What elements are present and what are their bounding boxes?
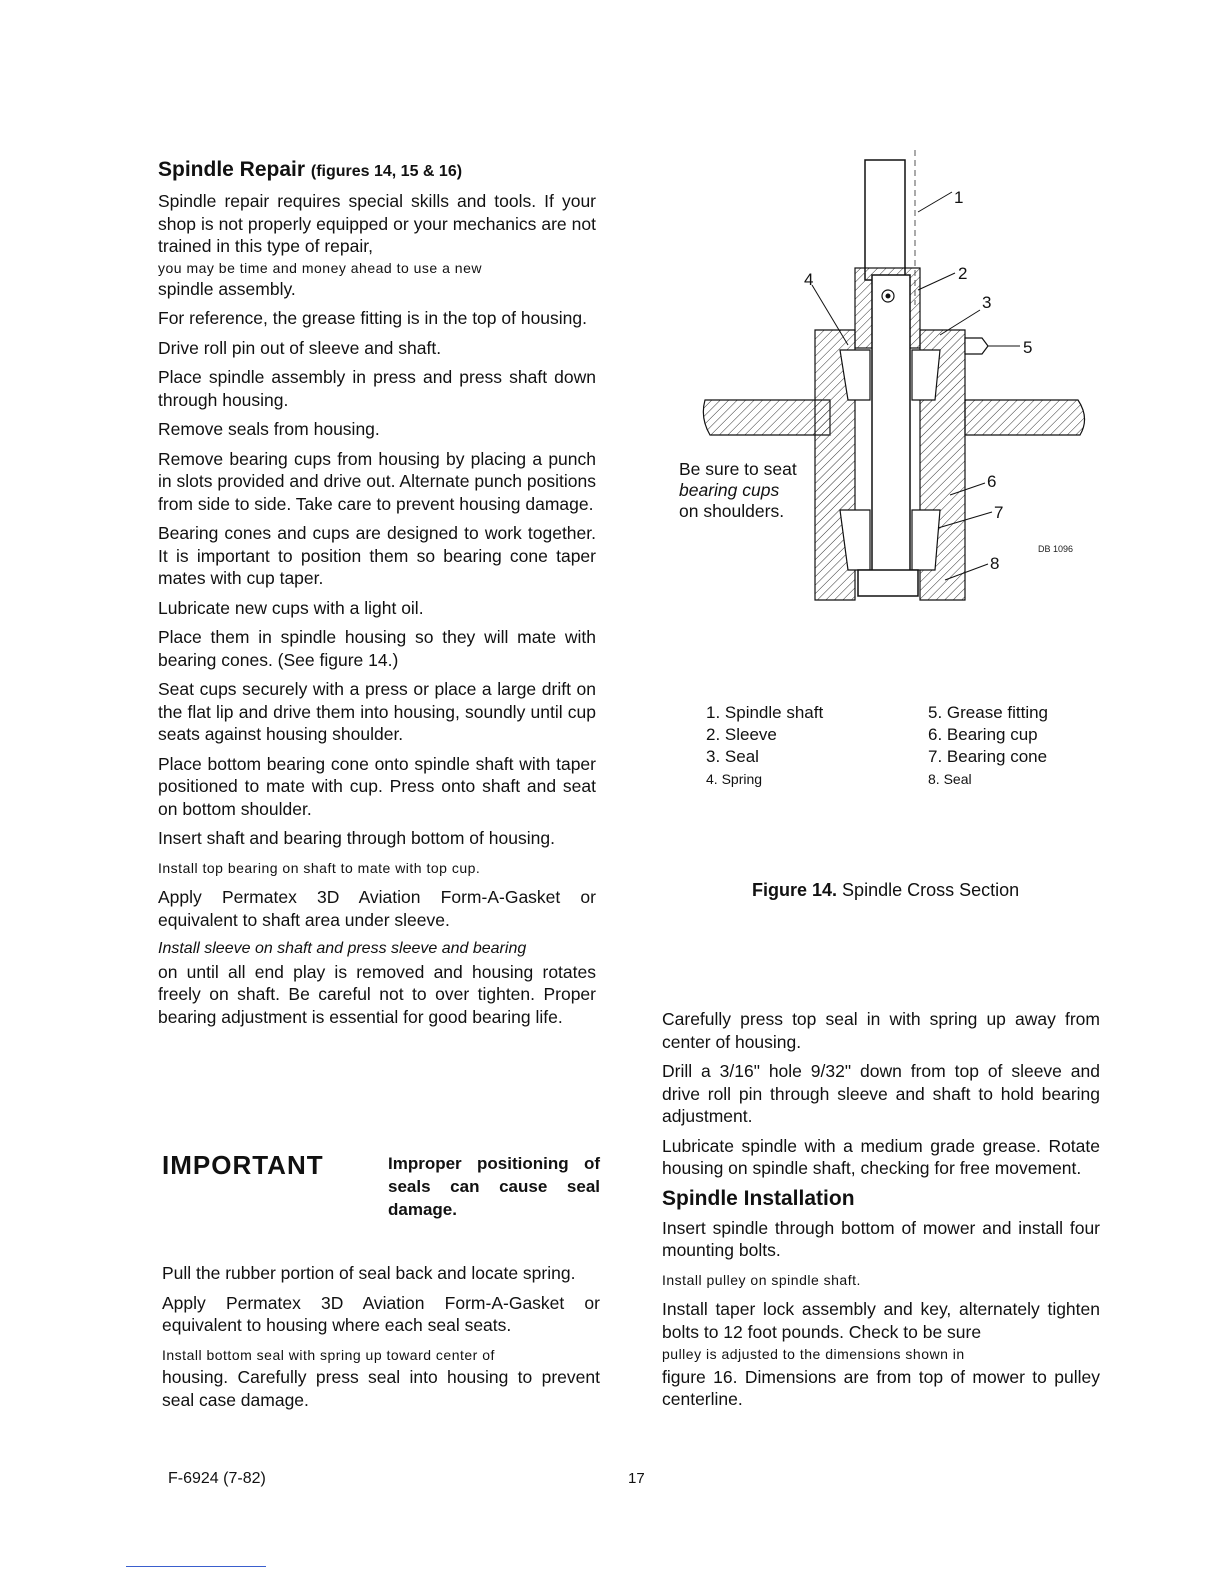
note-line: on shoulders. [679, 501, 785, 521]
callout-4: 4 [804, 270, 814, 289]
paragraph: Apply Permatex 3D Aviation Form-A-Gasket or equivalent to shaft area under sleeve. [158, 887, 596, 930]
bottom-bearing-right [912, 510, 940, 570]
caption-text: Spindle Cross Section [842, 880, 1020, 900]
housing-flange-right [965, 400, 1085, 435]
note-line: bearing cups [679, 480, 780, 500]
figure-legend-right [928, 702, 1048, 790]
paragraph: Lubricate spindle with a medium grade grease. Rotate housing on spindle shaft, checking for free movement. [662, 1135, 1100, 1178]
bottom-rule [126, 1566, 266, 1567]
callout-2: 2 [958, 264, 968, 283]
legend-item: 7. Bearing cone [928, 747, 1048, 766]
legend-item: 8. Seal [928, 771, 972, 787]
figure-legend-left [706, 702, 823, 790]
paragraph: Pull the rubber portion of seal back and locate spring. [162, 1263, 576, 1283]
leader-1 [918, 192, 952, 212]
paragraph: Install sleeve on shaft and press sleeve and bearing [158, 940, 527, 957]
paragraph: Remove bearing cups from housing by placing a punch in slots provided and drive out. Alternate punch positions from side to side. Take care to prevent housing damage. [158, 448, 596, 514]
legend-item: 4. Spring [706, 771, 763, 787]
paragraph: Carefully press top seal in with spring up away from center of housing. [662, 1009, 1100, 1052]
paragraph: Install top bearing on shaft to mate with top cup. [158, 859, 481, 876]
callout-3: 3 [982, 293, 992, 312]
form-number: F-6924 (7-82) [168, 1470, 266, 1487]
paragraph: Apply Permatex 3D Aviation Form-A-Gasket or equivalent to housing where each seal seats. [162, 1292, 600, 1335]
paragraph: Seat cups securely with a press or place a large drift on the flat lip and drive them into housing, soundly until cup seats against housing shoulder. [158, 679, 596, 744]
grease-fitting [965, 338, 988, 354]
heading-text: Spindle Repair [158, 158, 306, 181]
important-label: IMPORTANT [162, 1150, 324, 1180]
roll-pin [886, 294, 891, 299]
paragraph: Place bottom bearing cone onto spindle shaft with taper positioned to mate with cup. Press onto shaft and seat on bottom shoulder. [158, 753, 596, 819]
section-heading-spindle-installation: Spindle Installation [662, 1186, 855, 1210]
left-bottom-body [162, 1262, 600, 1418]
spindle-cross-section-diagram [690, 150, 1100, 610]
note-line: Be sure to seat [679, 459, 797, 479]
housing-flange-left [703, 400, 830, 435]
top-bearing-right [912, 350, 940, 400]
paragraph: Install taper lock assembly and key, alternately tighten bolts to 12 foot pounds. Check to be sure [662, 1299, 1100, 1342]
page-number: 17 [628, 1470, 645, 1487]
legend-item: 3. Seal [706, 747, 759, 766]
paragraph: pulley is adjusted to the dimensions shown in [662, 1346, 965, 1362]
paragraph: Remove seals from housing. [158, 419, 380, 439]
spindle-shaft-top [865, 160, 905, 280]
paragraph: For reference, the grease fitting is in the top of housing. [158, 308, 587, 328]
paragraph: Drive roll pin out of sleeve and shaft. [158, 337, 442, 358]
paragraph: Install bottom seal with spring up toward center of [162, 1346, 495, 1363]
paragraph: spindle assembly. [158, 278, 296, 299]
paragraph: Insert shaft and bearing through bottom of housing. [158, 828, 555, 848]
paragraph: you may be time and money ahead to use a new [158, 259, 482, 276]
heading-figure-ref: (figures 14, 15 & 16) [310, 163, 463, 180]
important-text: Improper positioning of seals can cause seal damage. [388, 1154, 600, 1219]
caption-label: Figure 14. [752, 880, 838, 900]
diagram-note [679, 459, 797, 522]
paragraph: figure 16. Dimensions are from top of mower to pulley centerline. [662, 1366, 1100, 1409]
legend-item: 1. Spindle shaft [706, 703, 824, 722]
callout-1: 1 [954, 188, 964, 207]
figure-caption [752, 880, 1019, 901]
callout-7: 7 [994, 503, 1004, 522]
legend-item: 2. Sleeve [706, 725, 777, 744]
callout-6: 6 [987, 472, 997, 491]
right-column-body [662, 1008, 1100, 1418]
spindle-shaft-body [872, 275, 910, 595]
section-heading-spindle-repair [158, 158, 462, 182]
legend-item: 5. Grease fitting [928, 703, 1049, 722]
paragraph: Install pulley on spindle shaft. [662, 1271, 861, 1288]
shaft-bottom-shoulder [858, 570, 918, 596]
paragraph: Place them in spindle housing so they will mate with bearing cones. (See figure 14.) [158, 627, 596, 670]
drawing-code: DB 1096 [1038, 544, 1074, 554]
left-column-body [158, 190, 596, 1035]
paragraph: Lubricate new cups with a light oil. [158, 597, 424, 618]
paragraph: Insert spindle through bottom of mower and install four mounting bolts. [662, 1217, 1100, 1260]
callout-8: 8 [990, 554, 1000, 573]
leader-2 [918, 273, 955, 290]
paragraph: on until all end play is removed and housing rotates freely on shaft. Be careful not to over tighten. Proper bearing adjustment is essential for good bearing life. [158, 961, 596, 1027]
paragraph: Drill a 3/16" hole 9/32" down from top of sleeve and drive roll pin through sleeve and shaft to hold bearing adjustment. [662, 1061, 1100, 1126]
paragraph: Place spindle assembly in press and press shaft down through housing. [158, 367, 596, 410]
callout-5: 5 [1023, 338, 1033, 357]
paragraph: Bearing cones and cups are designed to work together. It is important to position them so bearing cone taper mates with cup taper. [158, 523, 596, 588]
legend-item: 6. Bearing cup [928, 725, 1038, 744]
paragraph: Spindle repair requires special skills and tools. If your shop is not properly equipped or your mechanics are not trained in this type of repair, [158, 191, 596, 256]
paragraph: housing. Carefully press seal into housing to prevent seal case damage. [162, 1367, 600, 1410]
